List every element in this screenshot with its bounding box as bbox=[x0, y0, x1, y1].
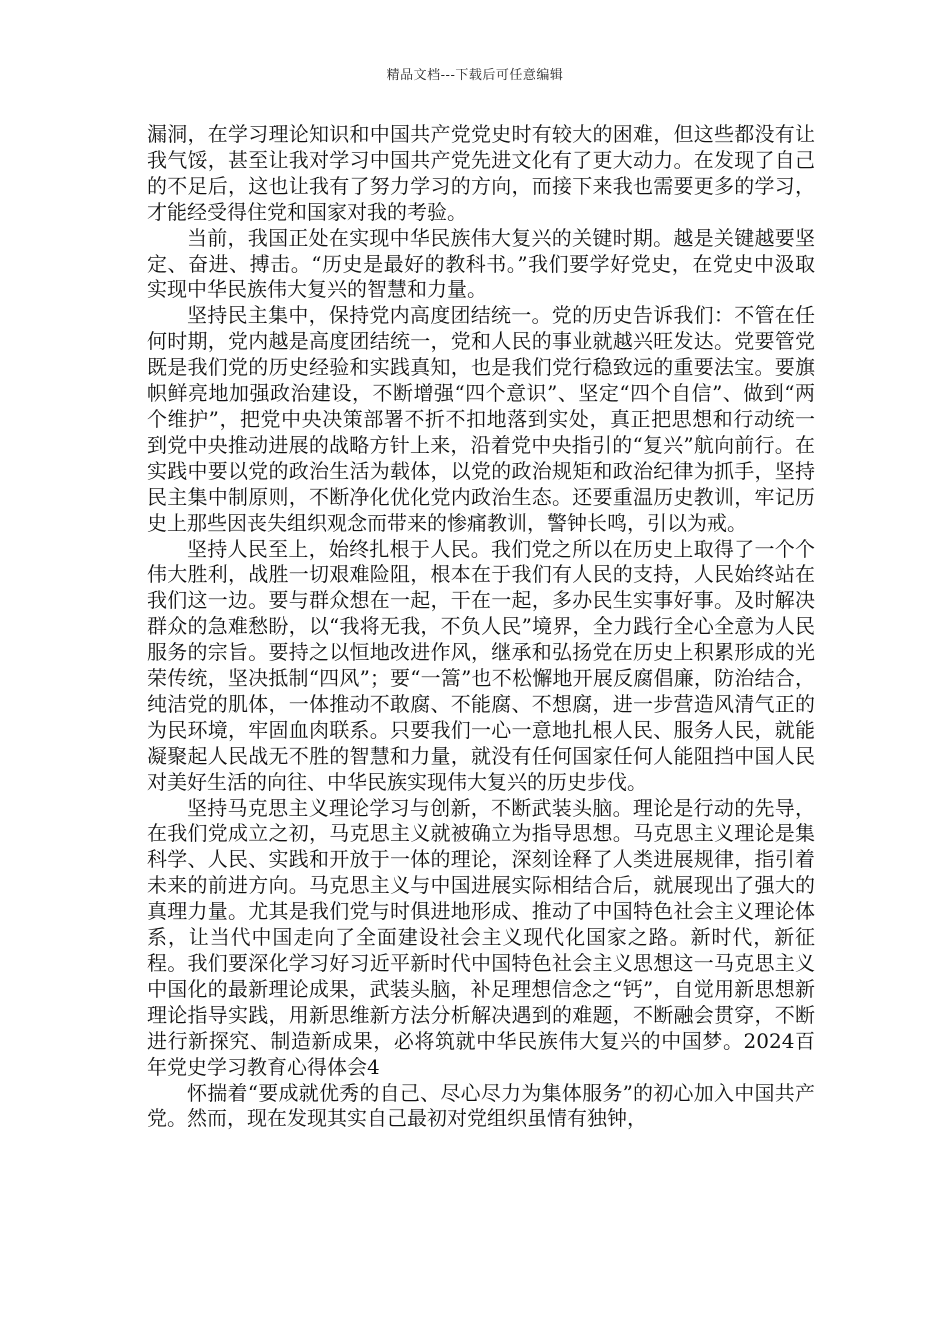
paragraph: 坚持马克思主义理论学习与创新，不断武装头脑。理论是行动的先导，在我们党成立之初，马克思主义就被确立为指导思想。马克思主义理论是集科学、人民、实践和开放于一体的理论，深刻诠释了人类进展规律，指引着未来的前进方向。马克思主义与中国进展实际相结合后，就展现出了强大的真理力量。尤其是我们党与时俱进地形成、推动了中国特色社会主义理论体系，让当代中国走向了全面建设社会主义现代化国家之路。新时代，新征程。我们要深化学习好习近平新时代中国特色社会主义思想这一马克思主义中国化的最新理论成果，武装头脑，补足理想信念之“钙”，自觉用新思想新理论指导实践，用新思维新方法分析解决遇到的难题，不断融会贯穿，不断进行新探究、制造新成果，必将筑就中华民族伟大复兴的中国梦。2024百年党史学习教育心得体会4 bbox=[147, 795, 815, 1079]
document-body bbox=[147, 122, 815, 1132]
page-header: 精品文档---下载后可任意编辑 bbox=[386, 68, 564, 83]
paragraph: 当前，我国正处在实现中华民族伟大复兴的关键时期。越是关键越要坚定、奋进、搏击。“历史是最好的教科书。”我们要学好党史，在党史中汲取实现中华民族伟大复兴的智慧和力量。 bbox=[147, 225, 815, 302]
paragraph: 坚持人民至上，始终扎根于人民。我们党之所以在历史上取得了一个个伟大胜利，战胜一切艰难险阻，根本在于我们有人民的支持，人民始终站在我们这一边。要与群众想在一起，干在一起，多办民生实事好事。及时解决群众的急难愁盼，以“我将无我，不负人民”境界，全力践行全心全意为人民服务的宗旨。要持之以恒地改进作风，继承和弘扬党在历史上积累形成的光荣传统，坚决抵制“四风”；要“一篙”也不松懈地开展反腐倡廉，防治结合，纯洁党的肌体，一体推动不敢腐、不能腐、不想腐，进一步营造风清气正的为民环境，牢固血肉联系。只要我们一心一意地扎根人民、服务人民，就能凝聚起人民战无不胜的智慧和力量，就没有任何国家任何人能阻挡中国人民对美好生活的向往、中华民族实现伟大复兴的历史步伐。 bbox=[147, 536, 815, 794]
paragraph-continued: 漏洞，在学习理论知识和中国共产党党史时有较大的困难，但这些都没有让我气馁，甚至让我对学习中国共产党先进文化有了更大动力。在发现了自己的不足后，这也让我有了努力学习的方向，而接下来我也需要更多的学习，才能经受得住党和国家对我的考验。 bbox=[147, 122, 815, 224]
paragraph: 坚持民主集中，保持党内高度团结统一。党的历史告诉我们：不管在任何时期，党内越是高度团结统一，党和人民的事业就越兴旺发达。党要管党既是我们党的历史经验和实践真知，也是我们党行稳致远的重要法宝。要旗帜鲜亮地加强政治建设，不断增强“四个意识”、坚定“四个自信”、做到“两个维护”，把党中央决策部署不折不扣地落到实处，真正把思想和行动统一到党中央推动进展的战略方针上来，沿着党中央指引的“复兴”航向前行。在实践中要以党的政治生活为载体，以党的政治规矩和政治纪律为抓手，坚持民主集中制原则，不断净化优化党内政治生态。还要重温历史教训，牢记历史上那些因丧失组织观念而带来的惨痛教训，警钟长鸣，引以为戒。 bbox=[147, 303, 815, 535]
paragraph: 怀揣着“要成就优秀的自己、尽心尽力为集体服务”的初心加入中国共产党。然而，现在发现其实自己最初对党组织虽情有独钟， bbox=[147, 1080, 815, 1131]
